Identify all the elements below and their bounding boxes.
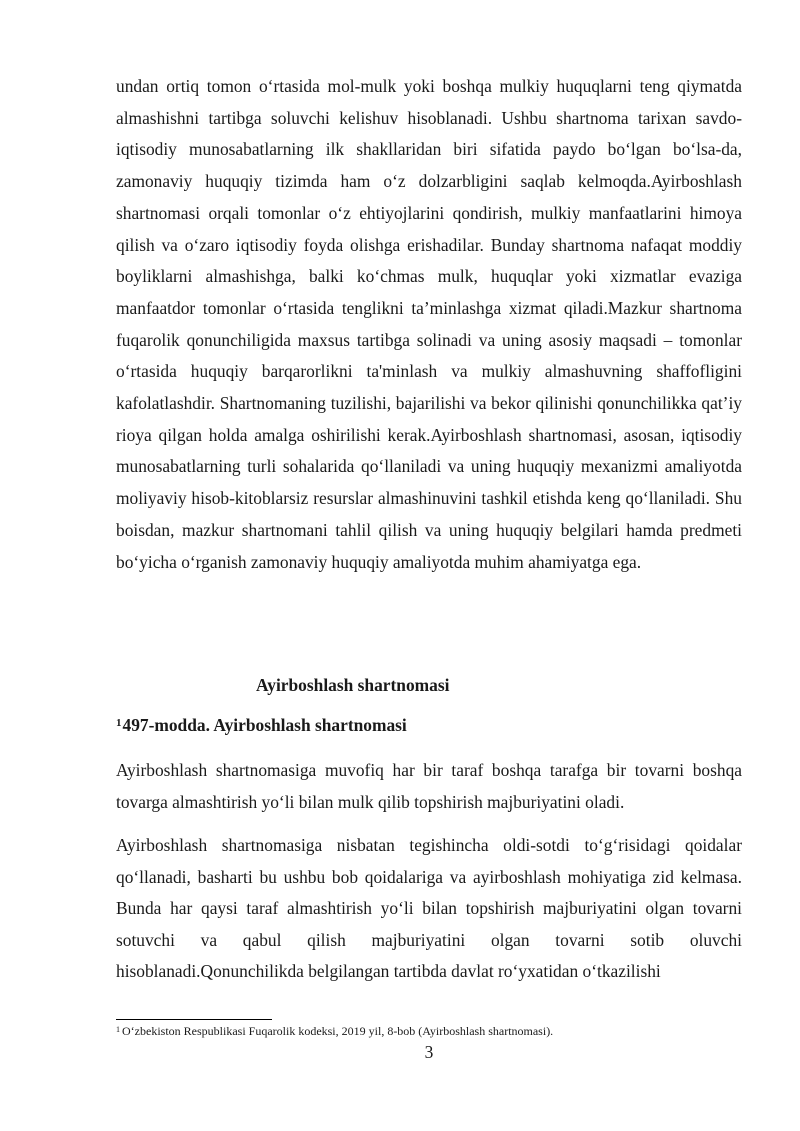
page-number: 3 <box>424 1042 434 1062</box>
article-heading-text: 497-modda. Ayirboshlash shartnomasi <box>122 715 407 735</box>
footnote-reference[interactable]: 1 <box>116 717 122 729</box>
rules-paragraph: Ayirboshlash shartnomasiga nisbatan tegishincha oldi-sotdi to‘g‘risidagi qoidalar qo‘llanadi, basharti bu ushbu bob qoidalariga va ayirboshlash mohiyatiga zid kelmasa. Bunda har qaysi taraf almashtirish yo‘li bilan topshirish majburiyatini olgan tovarni sotuvchi va qabul qilish majburiyatini olgan tovarni sotib oluvchi hisoblanadi.Qonunchilikda belgilangan tartibda davlat ro‘yxatidan o‘tkazilishi <box>116 835 742 982</box>
footnote-text: O‘zbekiston Respublikasi Fuqarolik kodeksi, 2019 yil, 8-bob (Ayirboshlash shartnomasi). <box>122 1024 554 1038</box>
intro-paragraph: undan ortiq tomon o‘rtasida mol-mulk yoki boshqa mulkiy huquqlarni teng qiymatda almashishni tartibga soluvchi kelishuv hisoblanadi. Ushbu shartnoma tarixan savdo-iqtisodiy munosabatlarning ilk shakllaridan biri sifatida paydo bo‘lgan bo‘lsa-da, zamonaviy huquqiy tizimda ham o‘z dolzarbligini saqlab kelmoqda.Ayirboshlash shartnomasi orqali tomonlar o‘z ehtiyojlarini qondirish, mulkiy manfaatlarini himoya qilish va o‘zaro iqtisodiy foyda olishga erishadilar. Bunday shartnoma nafaqat moddiy boyliklarni almashishga, balki ko‘chmas mulk, huquqlar yoki xizmatlar evaziga manfaatdor tomonlar o‘rtasida tenglikni ta’minlashga xizmat qiladi.Mazkur shartnoma fuqarolik qonunchiligida maxsus tartibga solinadi va uning asosiy maqsadi – tomonlar o‘rtasida huquqiy barqarorlikni ta'minlash va mulkiy almashuvning shaffofligini kafolatlashdir. Shartnomaning tuzilishi, bajarilishi va bekor qilinishi qonunchilikka qat’iy rioya qilgan holda amalga oshirilishi kerak.Ayirboshlash shartnomasi, asosan, iqtisodiy munosabatlarning turli sohalarida qo‘llaniladi va uning huquqiy mexanizmi amaliyotda moliyaviy hisob-kitoblarsiz resurslar almashinuvini tashkil etishda keng qo‘llaniladi. Shu boisdan, mazkur shartnomani tahlil qilish va uning huquqiy belgilari hamda predmeti bo‘yicha o‘rganish zamonaviy huquqiy amaliyotda muhim ahamiyatga ega. <box>116 76 742 572</box>
footnote-separator <box>116 1019 272 1020</box>
definition-paragraph: Ayirboshlash shartnomasiga muvofiq har bir taraf boshqa tarafga bir tovarni boshqa tovarga almashtirish yo‘li bilan mulk qilib topshirish majburiyatini oladi. <box>116 760 742 812</box>
section-heading: Ayirboshlash shartnomasi <box>256 675 450 695</box>
footnote <box>116 1023 746 1039</box>
article-heading <box>116 713 407 737</box>
footnote-marker: 1 <box>116 1025 120 1034</box>
